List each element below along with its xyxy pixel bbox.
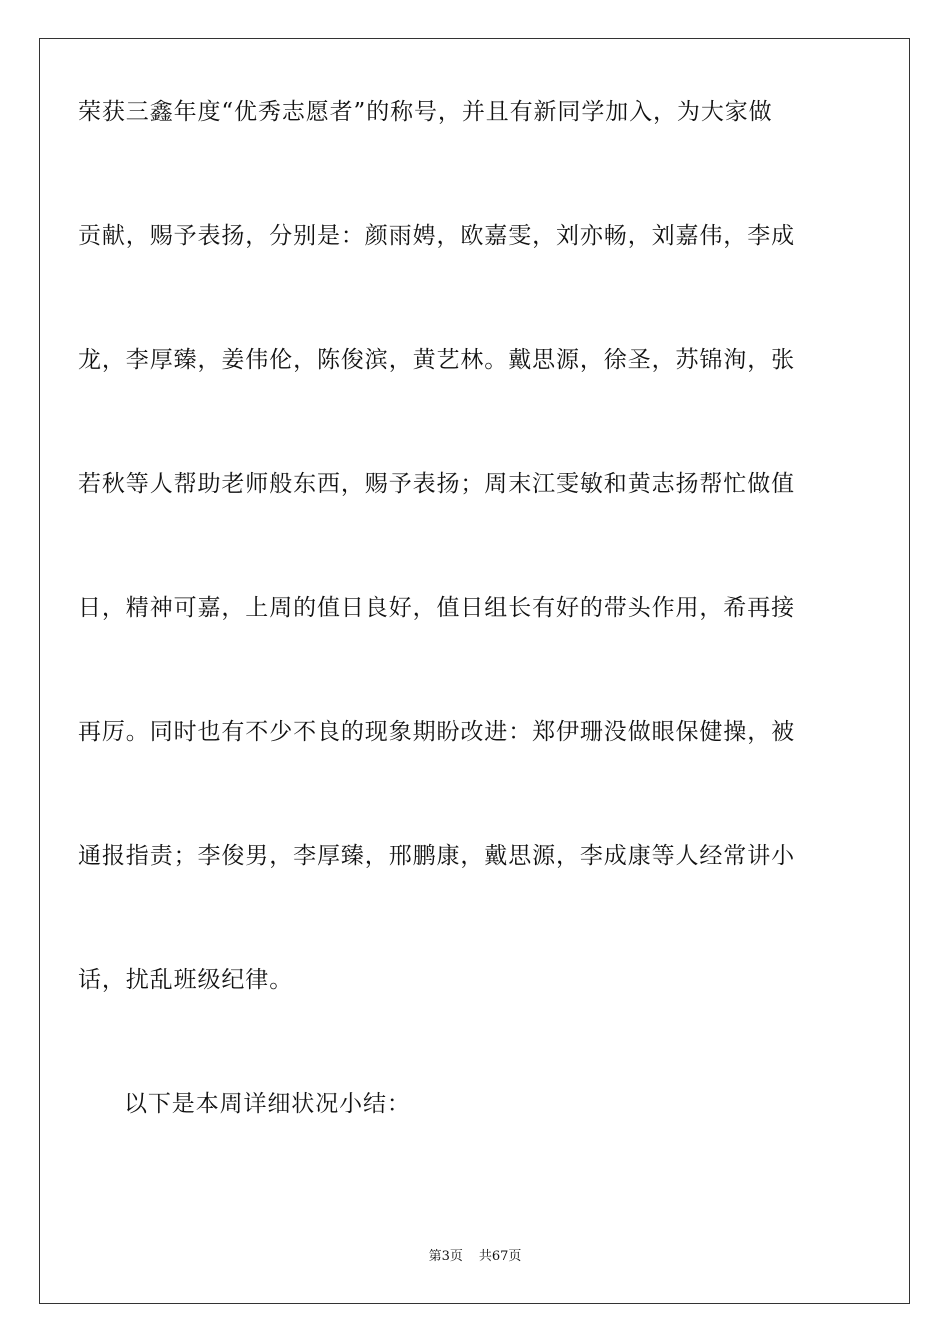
paragraph-line: 日，精神可嘉，上周的值日良好，值日组长有好的带头作用，希再接 xyxy=(78,595,795,621)
paragraph-line: 再厉。同时也有不少不良的现象期盼改进：郑伊珊没做眼保健操，被 xyxy=(78,719,795,745)
paragraph-line: 荣获三鑫年度“优秀志愿者”的称号，并且有新同学加入，为大家做 xyxy=(78,99,773,125)
paragraph-line: 话，扰乱班级纪律。 xyxy=(78,967,294,993)
document-body xyxy=(78,90,798,1206)
paragraph-line: 龙，李厚臻，姜伟伦，陈俊滨，黄艺林。戴思源，徐圣，苏锦洵，张 xyxy=(78,347,795,373)
paragraph-line: 贡献，赐予表扬，分别是：颜雨娉，欧嘉雯，刘亦畅，刘嘉伟，李成 xyxy=(78,223,795,249)
paragraph-line: 若秋等人帮助老师般东西，赐予表扬；周末江雯敏和黄志扬帮忙做值 xyxy=(78,471,795,497)
page-number: 第3页 xyxy=(428,1249,463,1264)
page-footer xyxy=(0,1248,950,1266)
paragraph-line: 通报指责；李俊男，李厚臻，邢鹏康，戴思源，李成康等人经常讲小 xyxy=(78,843,795,869)
page-total: 共67页 xyxy=(478,1249,522,1264)
summary-heading-line: 以下是本周详细状况小结： xyxy=(124,1091,411,1117)
